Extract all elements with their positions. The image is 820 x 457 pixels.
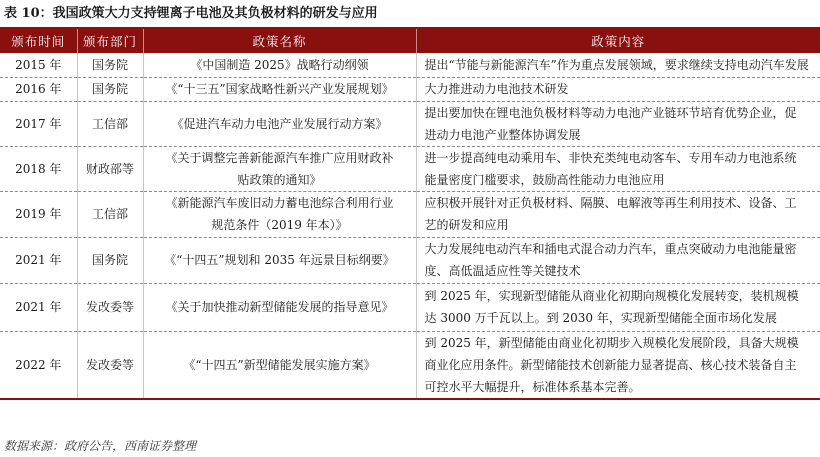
policy-content-line: 到 2025 年，实现新型储能从商业化初期向规模化发展转变，装机规模	[424, 289, 799, 303]
cell-policy-name	[143, 331, 416, 399]
policy-content-line: 能量密度门槛要求，鼓励高性能动力电池应用	[424, 172, 665, 187]
table-row	[0, 191, 820, 237]
cell-policy-content	[416, 237, 820, 283]
cell-policy-content	[416, 146, 820, 191]
cell-dept: 国务院	[77, 53, 143, 77]
policy-name-line: 《促进汽车动力电池产业发展行动方案》	[171, 116, 388, 131]
cell-policy-content	[416, 191, 820, 237]
cell-year: 2021 年	[0, 283, 77, 331]
cell-year: 2018 年	[0, 146, 77, 191]
table-row	[0, 283, 820, 331]
cell-dept: 国务院	[77, 237, 143, 283]
policy-name-line: 《新能源汽车废旧动力蓄电池综合利用行业	[165, 196, 394, 210]
policy-content-line: 商业化应用条件。新型储能技术创新能力显著提高、核心技术装备自主	[424, 357, 797, 372]
header-dept: 颁布部门	[77, 29, 143, 53]
table-row	[0, 77, 820, 101]
cell-policy-content	[416, 53, 820, 77]
policy-name-line: 贴政策的通知》	[237, 172, 322, 187]
cell-year: 2021 年	[0, 237, 77, 283]
policy-content-line: 艺的研发和应用	[424, 218, 509, 232]
table-row	[0, 237, 820, 283]
cell-year: 2019 年	[0, 191, 77, 237]
cell-dept: 工信部	[77, 191, 143, 237]
policy-name-line: 《“十四五”新型储能发展实施方案》	[183, 357, 376, 372]
table-title: 表 10：我国政策大力支持锂离子电池及其负极材料的研发与应用	[4, 6, 378, 21]
cell-policy-content	[416, 331, 820, 399]
policy-table	[0, 29, 820, 400]
cell-policy-content	[416, 101, 820, 146]
cell-year: 2022 年	[0, 331, 77, 399]
header-name: 政策名称	[143, 29, 416, 53]
policy-content-line: 度、高低温适应性等关键技术	[424, 264, 581, 278]
cell-policy-name	[143, 283, 416, 331]
cell-policy-name	[143, 146, 416, 191]
cell-policy-name	[143, 77, 416, 101]
header-content: 政策内容	[416, 29, 820, 53]
policy-name-line: 《关于加快推动新型储能发展的指导意见》	[165, 300, 394, 314]
table-row	[0, 331, 820, 399]
table-row	[0, 53, 820, 77]
policy-name-line: 《“十四五”规划和 2035 年远景目标纲要》	[164, 253, 395, 267]
policy-name-line: 《“十三五”国家战略性新兴产业发展规划》	[165, 82, 394, 96]
policy-content-line: 提出“节能与新能源汽车”作为重点发展领域，要求继续支持电动汽车发展	[424, 57, 809, 72]
policy-name-line: 规范条件（2019 年本）》	[211, 218, 348, 232]
policy-content-line: 大力发展纯电动汽车和插电式混合动力汽车，重点突破动力电池能量密	[424, 242, 797, 256]
policy-content-line: 到 2025 年，新型储能由商业化初期步入规模化发展阶段，具备大规模	[424, 335, 799, 350]
policy-content-line: 大力推进动力电池技术研发	[424, 82, 569, 96]
cell-dept: 发改委等	[77, 331, 143, 399]
policy-content-line: 可控水平大幅提升，标准体系基本完善。	[424, 379, 641, 394]
cell-policy-name	[143, 101, 416, 146]
cell-year: 2015 年	[0, 53, 77, 77]
cell-year: 2017 年	[0, 101, 77, 146]
header-year: 颁布时间	[0, 29, 77, 53]
cell-dept: 财政部等	[77, 146, 143, 191]
cell-dept: 发改委等	[77, 283, 143, 331]
cell-year: 2016 年	[0, 77, 77, 101]
policy-content-line: 应积极开展针对正负极材料、隔膜、电解液等再生利用技术、设备、工	[424, 196, 797, 210]
cell-dept: 工信部	[77, 101, 143, 146]
table-row	[0, 146, 820, 191]
policy-content-line: 进动力电池产业整体协调发展	[424, 127, 581, 142]
table-row	[0, 101, 820, 146]
source-note: 数据来源：政府公告，西南证券整理	[4, 439, 197, 453]
table-header-row	[0, 29, 820, 53]
policy-content-line: 进一步提高纯电动乘用车、非快充类纯电动客车、专用车动力电池系统	[424, 150, 797, 165]
policy-name-line: 《中国制造 2025》战略行动纲领	[190, 57, 369, 72]
cell-policy-content	[416, 77, 820, 101]
cell-policy-content	[416, 283, 820, 331]
table-body	[0, 53, 820, 399]
cell-policy-name	[143, 191, 416, 237]
policy-content-line: 提出要加快在锂电池负极材料等动力电池产业链环节培育优势企业，促	[424, 105, 797, 120]
cell-policy-name	[143, 237, 416, 283]
policy-name-line: 《关于调整完善新能源汽车推广应用财政补	[165, 150, 394, 165]
policy-content-line: 达 3000 万千瓦以上。到 2030 年，实现新型储能全面市场化发展	[424, 311, 777, 325]
cell-dept: 国务院	[77, 77, 143, 101]
cell-policy-name	[143, 53, 416, 77]
